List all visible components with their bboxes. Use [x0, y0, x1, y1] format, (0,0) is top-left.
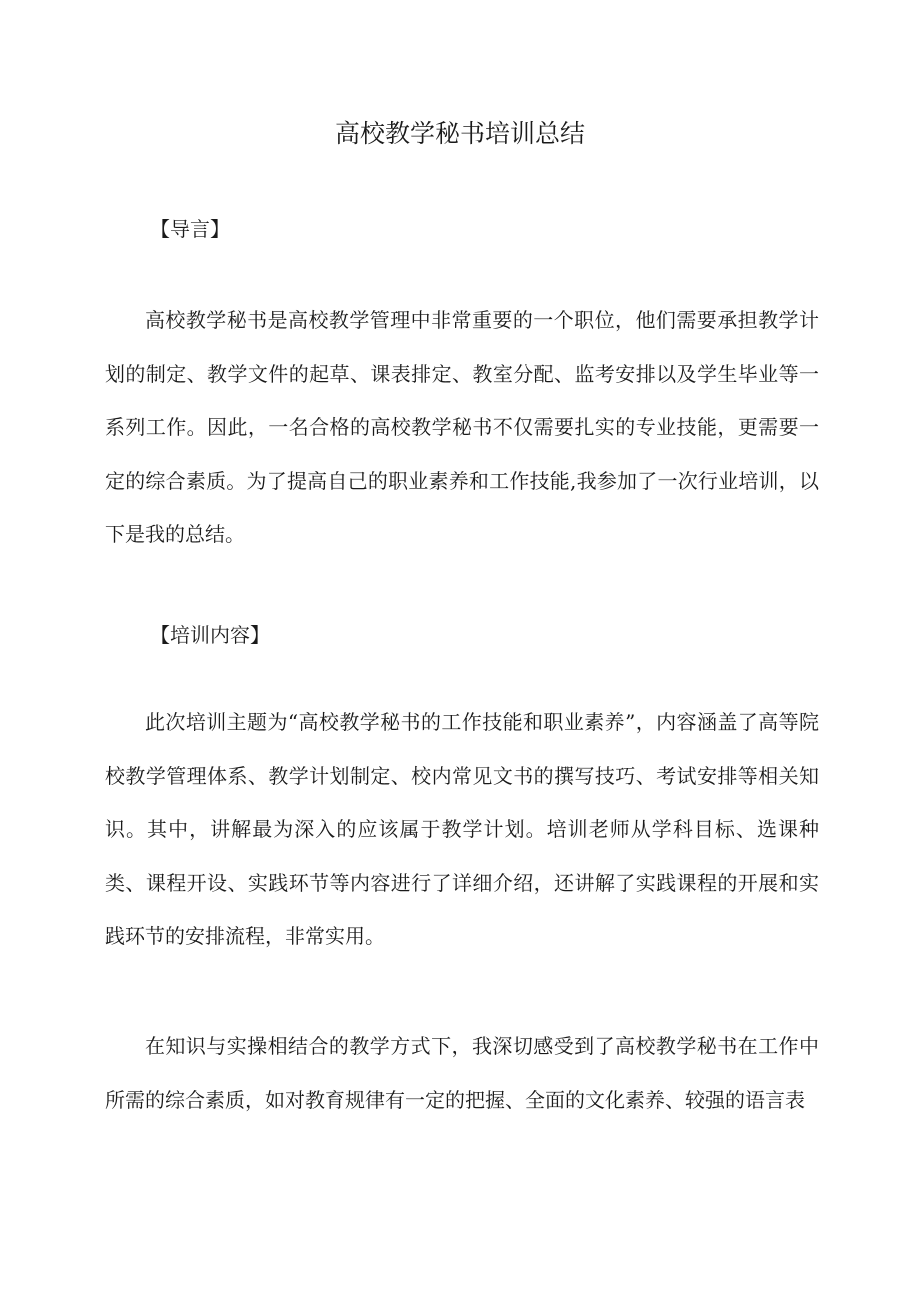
section-heading-intro: 【导言】: [150, 217, 230, 241]
section-heading-training-content: 【培训内容】: [150, 623, 270, 647]
intro-paragraph: 高校教学秘书是高校教学管理中非常重要的一个职位，他们需要承担教学计划的制定、教学文件的起草、课表排定、教室分配、监考安排以及学生毕业等一系列工作。因此，一名合格的高校教学秘书不仅需要扎实的专业技能，更需要一定的综合素质。为了提高自己的职业素养和工作技能,我参加了一次行业培训，以下是我的总结。: [105, 308, 819, 546]
training-content-paragraph: 此次培训主题为“高校教学秘书的工作技能和职业素养”，内容涵盖了高等院校教学管理体系、教学计划制定、校内常见文书的撰写技巧、考试安排等相关知识。其中，讲解最为深入的应该属于教学计划。培训老师从学科目标、选课种类、课程开设、实践环节等内容进行了详细介绍，还讲解了实践课程的开展和实践环节的安排流程，非常实用。: [105, 710, 819, 948]
document-title: 高校教学秘书培训总结: [334, 119, 585, 148]
reflection-paragraph: 在知识与实操相结合的教学方式下，我深切感受到了高校教学秘书在工作中所需的综合素质，如对教育规律有一定的把握、全面的文化素养、较强的语言表: [105, 1034, 819, 1112]
